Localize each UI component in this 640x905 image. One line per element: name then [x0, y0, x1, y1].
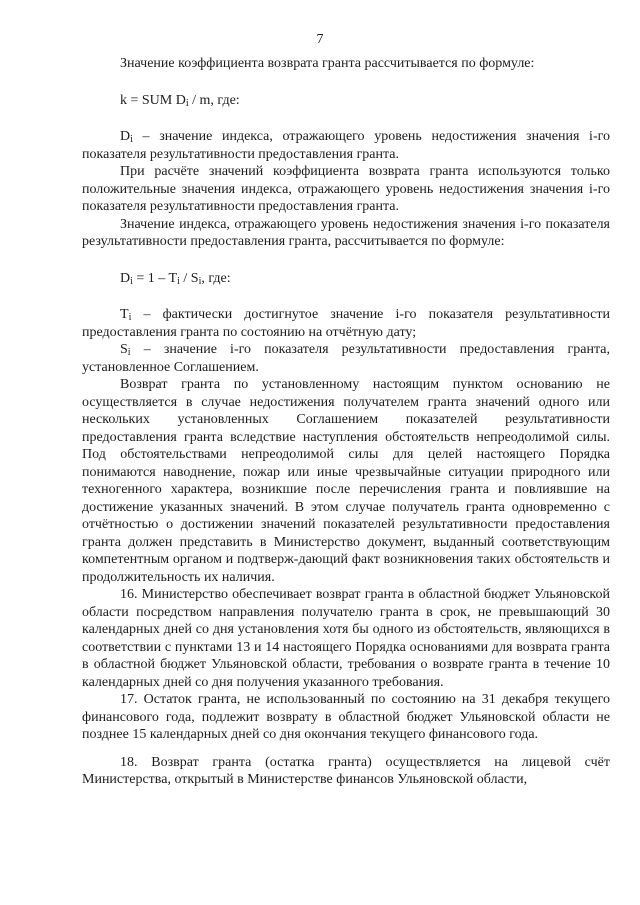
formula-d-c: / S — [179, 270, 199, 286]
formula-d-b: = 1 – T — [132, 270, 178, 286]
paragraph-17: 17. Остаток гранта, не использованный по состоянию на 31 декабря текущего финансового года, подлежит возврату в областной бюджет Ульяновской области не позднее 15 календарных дней со дня окончания текущего финансового года. — [82, 692, 610, 742]
formula-d-d: , где: — [201, 270, 231, 286]
formula-d — [82, 270, 610, 288]
definition-d-text: – значение индекса, отражающего уровень недостижения значения i-го показателя результативности предоставления гранта. — [82, 129, 610, 162]
formula-d-b-sub: i — [177, 275, 180, 287]
page-content — [82, 55, 610, 789]
definition-d-term: D — [120, 129, 131, 144]
definition-t — [82, 306, 610, 341]
formula-d-a: D — [120, 270, 131, 286]
paragraph-intro: Значение коэффициента возврата гранта рассчитывается по формуле: — [120, 56, 535, 71]
definition-d-sub: i — [130, 134, 133, 145]
paragraph-index: Значение индекса, отражающего уровень недостижения значения i-го показателя результативности предоставления гранта, рассчитывается по формуле: — [82, 216, 610, 249]
formula-k — [82, 92, 610, 110]
definition-s-term: S — [120, 342, 128, 357]
paragraph-18: 18. Возврат гранта (остатка гранта) осуществляется на лицевой счёт Министерства, открытый в Министерстве финансов Ульяновской области, — [82, 754, 610, 787]
formula-k-post: / m, где: — [188, 92, 240, 108]
definition-t-text: – фактически достигнутое значение i-го показателя результативности предоставления гранта по состоянию на отчётную дату; — [82, 307, 610, 340]
page-number: 7 — [316, 32, 324, 47]
paragraph-calculation: При расчёте значений коэффициента возврата гранта используются только положительные значения индекса, отражающего уровень недостижения значения i-го показателя результативности предоставления гранта. — [82, 164, 610, 214]
definition-s-sub: i — [127, 347, 131, 358]
formula-k-sub: i — [185, 97, 189, 109]
definition-s-text: – значение i-го показателя результативности предоставления гранта, установленное Соглашением. — [82, 342, 610, 375]
definition-s — [82, 341, 610, 376]
definition-t-term: T — [120, 307, 129, 322]
paragraph-return-exception: Возврат гранта по установленному настоящим пунктом основанию не осуществляется в случае недостижения получателем гранта значений одного или нескольких установленных Соглашением показателей результативности предоставления гранта вследствие наступления обстоятельств непреодолимой силы. Под обстоятельствами непреодолимой силы для целей настоящего Порядка понимаются наводнение, пожар или иные чрезвычайные ситуации природного или техногенного характера, возникшие после перечисления гранта и повлиявшие на достижение указанных значений. В этом случае получатель гранта одновременно с отчётностью о достижении значений показателей результативности предоставления гранта должен представить в Министерство документ, выданный соответствующим компетентным органом и подтверж-дающий факт возникновения таких обстоятельств и продолжительность их наличия. — [82, 377, 610, 585]
formula-k-pre: k = SUM D — [120, 92, 186, 108]
formula-d-a-sub: i — [130, 275, 133, 287]
formula-d-c-sub: i — [198, 275, 202, 287]
definition-t-sub: i — [128, 312, 132, 323]
paragraph-16: 16. Министерство обеспечивает возврат гранта в областной бюджет Ульяновской области посредством направления получателю гранта в срок, не превышающий 30 календарных дней со дня установления хотя бы одного из обстоятельств, являющихся в соответствии с пунктами 13 и 14 настоящего Порядка основаниями для возврата гранта в областной бюджет Ульяновской области, требования о возврате гранта в течение 10 календарных дней со дня получения указанного требования. — [82, 587, 610, 690]
definition-d — [82, 128, 610, 163]
